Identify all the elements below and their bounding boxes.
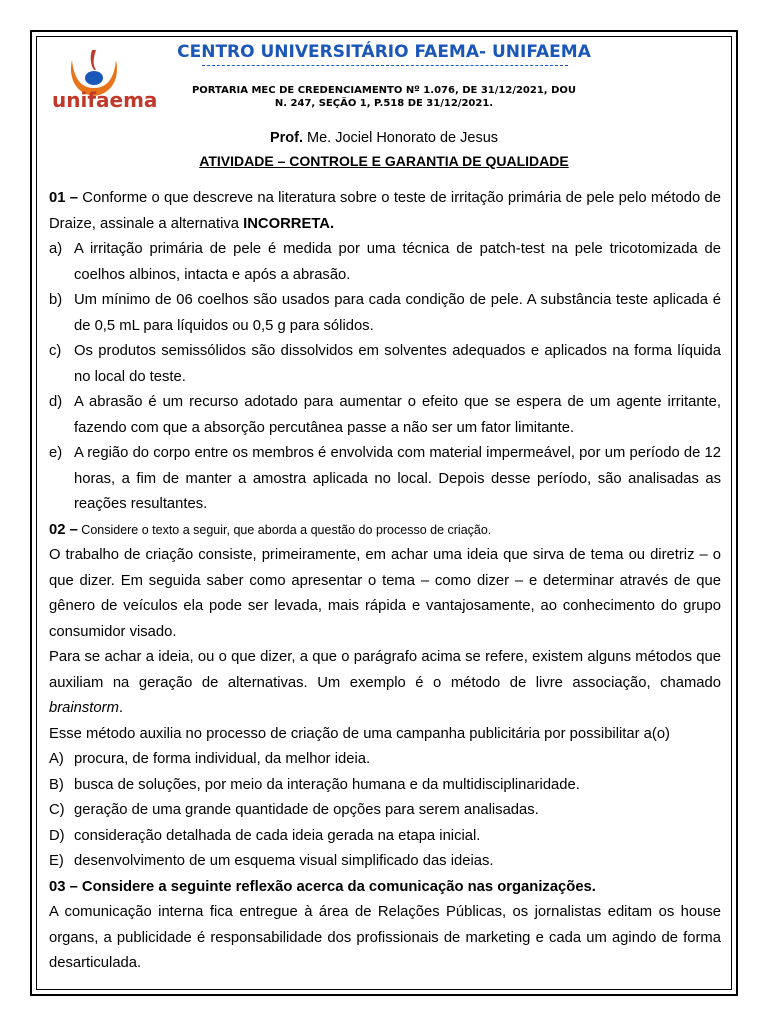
question-intro: Considere o texto a seguir, que aborda a questão do processo de criação. <box>77 522 492 537</box>
question-number: 02 – <box>49 521 78 538</box>
option-label: e) <box>49 445 63 461</box>
institution-title: CENTRO UNIVERSITÁRIO FAEMA- UNIFAEMA <box>177 42 591 62</box>
paragraph-text: Para se achar a ideia, ou o que dizer, a que o parágrafo acima se refere, existem alguns métodos que auxiliam na geração de alternativas. Um exemplo é o método de livre associação, chamado <box>49 649 721 691</box>
option-label: D) <box>49 827 65 844</box>
question-1-stem <box>49 186 721 237</box>
option-c[interactable] <box>49 339 721 390</box>
option-label: B) <box>49 776 64 793</box>
option-d[interactable] <box>49 390 721 441</box>
option-a[interactable] <box>49 237 721 288</box>
option-text: A região do corpo entre os membros é envolvida com material impermeável, por um período de 12 horas, a fim de manter a amostra aplicada no local. Depois desse período, são analisadas as reações resultantes. <box>74 445 721 512</box>
option-A[interactable] <box>49 747 721 773</box>
option-label: d) <box>49 394 63 410</box>
option-text: Um mínimo de 06 coelhos são usados para cada condição de pele. A substância teste aplicada é de 0,5 mL para líquidos ou 0,5 g para sólidos. <box>74 292 721 334</box>
question-number: 01 – <box>49 190 78 206</box>
portaria-text <box>168 84 600 110</box>
prof-label: Prof. <box>269 130 303 146</box>
question-3-heading <box>49 875 721 901</box>
option-e[interactable] <box>49 441 721 518</box>
document-content <box>49 186 721 977</box>
question-heading: 03 – Considere a seguinte reflexão acerca da comunicação nas organizações. <box>49 878 596 895</box>
logo-wordmark: unifaema <box>52 88 158 112</box>
option-b[interactable] <box>49 288 721 339</box>
activity-title: ATIVIDADE – CONTROLE E GARANTIA DE QUALIDADE <box>199 153 569 169</box>
option-label: E) <box>49 853 64 869</box>
portaria-line-2: N. 247, SEÇÃO 1, P.518 DE 31/12/2021. <box>274 98 494 109</box>
option-D[interactable] <box>49 824 721 850</box>
portaria-line-1: PORTARIA MEC DE CREDENCIAMENTO Nº 1.076, DE 31/12/2021, DOU <box>191 85 577 96</box>
paragraph-end: . <box>118 700 124 716</box>
option-label: a) <box>49 241 63 257</box>
brainstorm-term: brainstorm <box>49 700 119 716</box>
option-text: procura, de forma individual, da melhor ideia. <box>74 751 371 767</box>
q2-paragraph-2 <box>49 645 721 722</box>
professor-line <box>50 130 718 146</box>
option-text: A abrasão é um recurso adotado para aumentar o efeito que se espera de um agente irritante, fazendo com que a absorção percutânea passe a não ser um fator limitante. <box>74 394 721 436</box>
option-text: busca de soluções, por meio da interação humana e da multidisciplinaridade. <box>74 776 580 793</box>
question-emphasis: INCORRETA. <box>243 215 335 232</box>
question-text: Conforme o que descreve na literatura sobre o teste de irritação primária de pele pelo método de Draize, assinale a alternativa <box>49 190 721 232</box>
option-text: consideração detalhada de cada ideia gerada na etapa inicial. <box>74 827 481 844</box>
option-text: Os produtos semissólidos são dissolvidos em solventes adequados e aplicados na forma líquida no local do teste. <box>74 343 721 385</box>
title-divider <box>202 65 568 66</box>
q2-paragraph-1: O trabalho de criação consiste, primeiramente, em achar uma ideia que sirva de tema ou diretriz – o que dizer. Em seguida saber como apresentar o tema – como dizer – e determinar através de que gênero de veículos ela pode ser levada, mais rápida e vantajosamente, ao conhecimento do grupo consumidor visado. <box>49 547 721 640</box>
option-E[interactable] <box>49 849 721 875</box>
option-label: c) <box>49 343 62 359</box>
option-label: C) <box>49 802 65 818</box>
q2-question: Esse método auxilia no processo de criação de uma campanha publicitária por possibilitar a(o) <box>49 725 670 742</box>
option-text: geração de uma grande quantidade de opções para serem analisadas. <box>74 802 539 818</box>
prof-name: Me. Jociel Honorato de Jesus <box>307 130 499 146</box>
option-C[interactable] <box>49 798 721 824</box>
option-text: A irritação primária de pele é medida por uma técnica de patch-test na pele tricotomizada de coelhos albinos, intacta e após a abrasão. <box>74 241 721 283</box>
option-B[interactable] <box>49 773 721 799</box>
option-label: A) <box>49 751 64 767</box>
option-label: b) <box>49 292 63 308</box>
option-text: desenvolvimento de um esquema visual simplificado das ideias. <box>74 853 494 869</box>
q3-paragraph: A comunicação interna fica entregue à área de Relações Públicas, os jornalistas editam os house organs, a publicidade é responsabilidade dos profissionais de marketing e cada um agindo de forma desarticulada. <box>49 904 721 971</box>
question-2-stem <box>49 518 721 544</box>
